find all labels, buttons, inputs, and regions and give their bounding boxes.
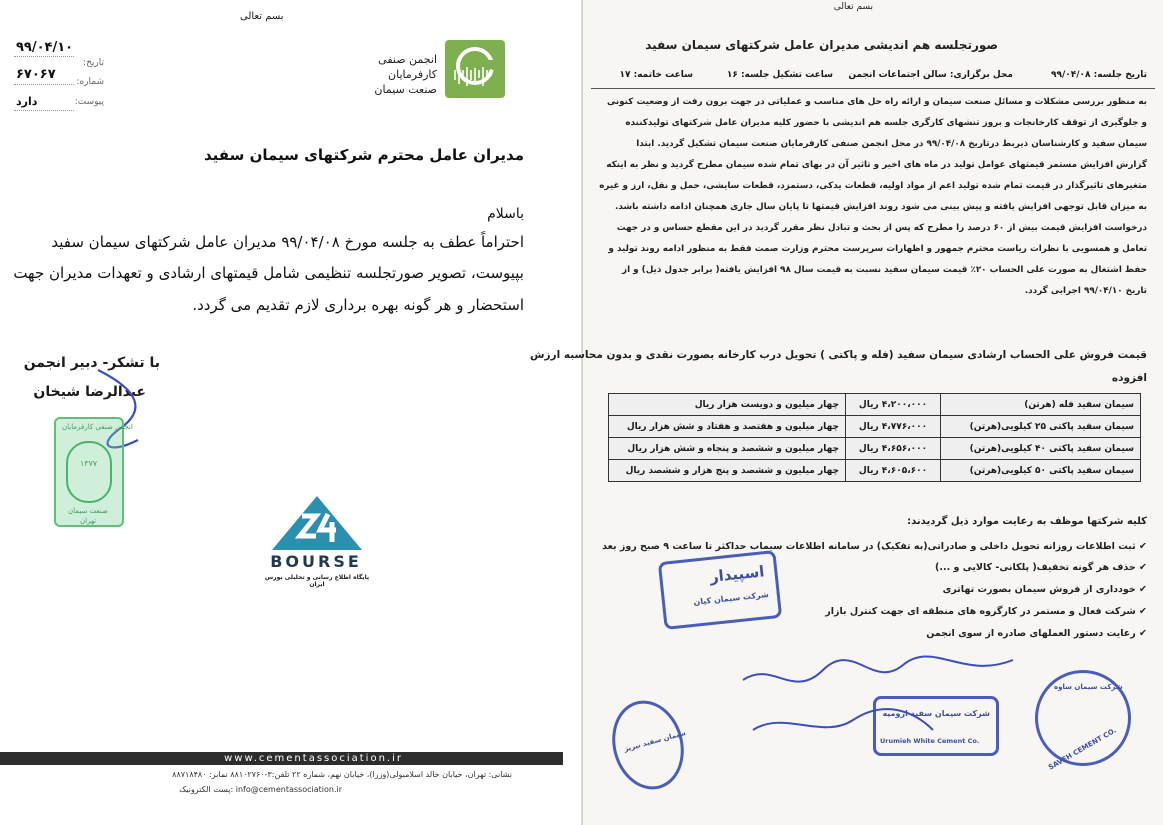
- letter-body-line: احتراماً عطف به جلسه مورخ ۹۹/۰۴/۰۸ مدیران عامل شرکتهای سیمان سفید: [51, 233, 524, 251]
- meeting-end: ساعت خاتمه: ۱۷: [619, 70, 693, 80]
- minutes-body-line: حفظ اشتغال به صورت علی الحساب ۲۰٪ قیمت سیمان سفید نسبت به قیمت سال ۹۸ افزایش یافته( برابر جدول ذیل) و از: [622, 265, 1147, 275]
- obligations-title: کلیه شرکتها موظف به رعایت موارد ذیل گردیدند:: [907, 516, 1147, 527]
- signatory-name: عبدالرضا شیخان: [33, 384, 146, 400]
- obligation-item: ✔ شرکت فعال و مستمر در کارگروه های منطقه ای جهت کنترل بازار: [825, 606, 1147, 617]
- product-name: سیمان سفید پاکتی ۵۰ کیلویی(هرتن): [941, 460, 1141, 482]
- divider: [591, 88, 1155, 89]
- company-seal: سیمان سفید نیریز: [603, 692, 694, 797]
- bullet-check-icon: ✔: [1135, 584, 1147, 595]
- website-url: www.cementassociation.ir: [224, 753, 403, 764]
- date-value: ۹۹/۰۴/۱۰: [16, 40, 74, 55]
- minutes-body-line: تاریخ ۹۹/۰۴/۱۰ اجرایی گردد.: [1024, 286, 1147, 296]
- bullet-check-icon: ✔: [1135, 606, 1147, 617]
- association-name-line: صنعت سیمان: [374, 83, 437, 96]
- minutes-body-line: به منظور بررسی مشکلات و مسائل صنعت سیمان و ارائه راه حل های مناسب و عملیاتی در جهت برون رفت از وضعیت کنونی: [606, 97, 1147, 107]
- minutes-body-line: گزارش افزایش مستمر قیمتهای عوامل تولید در ماه های اخیر و تاثیر آن در بهای تمام شده سیمان مطرح گردید و نظر به اینکه: [606, 160, 1147, 170]
- seal-text: انجمن صنفی کارفرمایان: [62, 423, 133, 431]
- obligation-item: ✔ ثبت اطلاعات روزانه تحویل داخلی و صادراتی(به تفکیک) در سامانه اطلاعات سیماب حداکثر تا ساعت ۹ صبح روز بعد: [602, 541, 1147, 552]
- price-row: [609, 438, 1141, 460]
- price-value: ۴،۷۷۶،۰۰۰ ریال: [846, 416, 941, 438]
- minutes-body-line: درخواست افزایش قیمت بیش از ۶۰ درصد را مطرح که پس از بحث و تبادل نظر مقرر گردید در این مقطع حساس و در جهت: [616, 223, 1147, 233]
- obligation-item: ✔ حذف هر گونه تخفیف( پلکانی- کالایی و ...): [935, 562, 1147, 573]
- divider: [14, 56, 74, 57]
- recipient: مدیران عامل محترم شرکتهای سیمان سفید: [204, 146, 524, 164]
- salutation: باسلام: [487, 206, 524, 222]
- invocation: بسم تعالی: [240, 11, 284, 22]
- price-row: [609, 416, 1141, 438]
- price-value: ۴،۶۵۶،۰۰۰ ریال: [846, 438, 941, 460]
- meeting-location: محل برگزاری: سالن اجتماعات انجمن: [848, 70, 1013, 80]
- price-in-words: چهار میلیون و دویست هزار ریال: [609, 394, 846, 416]
- bullet-check-icon: ✔: [1135, 628, 1147, 639]
- attachment-label: پیوست:: [74, 97, 104, 107]
- product-name: سیمان سفید پاکتی ۲۵ کیلویی(هرتن): [941, 416, 1141, 438]
- meeting-date: تاریخ جلسه: ۹۹/۰۴/۰۸: [1051, 70, 1147, 80]
- seal-year: ۱۳۷۷: [80, 459, 98, 468]
- price-in-words: چهار میلیون و هفتصد و هفتاد و شش هزار ریال: [609, 416, 846, 438]
- urumieh-cement-stamp: شرکت سیمان سفید ارومیه Urumieh White Cement Co.: [873, 696, 999, 756]
- footer-bar: [0, 752, 563, 765]
- association-name-line: انجمن صنفی: [378, 53, 437, 66]
- association-logo: [445, 40, 505, 98]
- espidar-stamp: اسپیدار شرکت سیمان کیان: [658, 550, 782, 630]
- association-seal: [54, 417, 133, 527]
- bourse-brand: BOURSE: [270, 552, 362, 571]
- price-in-words: چهار میلیون و ششصد و پنج هزار و ششصد ریال: [609, 460, 846, 482]
- product-name: سیمان سفید فله (هرتن): [941, 394, 1141, 416]
- association-letter: [0, 0, 572, 825]
- divider: [14, 110, 74, 111]
- minutes-body-line: متغیرهای تاثیرگذار در قیمت تمام شده تولید اعم از مواد اولیه، قطعات یدکی، دستمزد، قطعات سایشی، حمل و نقل، ارز و غیره: [599, 181, 1147, 191]
- price-section-title: افزوده: [1111, 372, 1147, 384]
- price-row: [609, 460, 1141, 482]
- price-in-words: چهار میلیون و ششصد و پنجاه و شش هزار ریال: [609, 438, 846, 460]
- number-label: شماره:: [76, 77, 104, 87]
- signature-closing: با تشکر- دبیر انجمن: [23, 355, 160, 371]
- bullet-check-icon: ✔: [1135, 541, 1147, 552]
- minutes-body-line: و جلوگیری از توقف کارخانجات و بروز تنشهای کارگری جلسه هم اندیشی با حضور کلیه مدیران عامل شرکتهای تولیدکننده: [625, 118, 1147, 128]
- footer-address: نشانی: تهران، خیابان خالد اسلامبولی(وزرا)، خیابان نهم، شماره ۲۲ تلفن:۳-۸۸۱۰۲۷۶۰ نمابر: ۸۸۷۱۸۴۸۰: [172, 770, 512, 779]
- price-section-title: قیمت فروش علی الحساب ارشادی سیمان سفید (فله و پاکتی ) تحویل درب کارخانه بصورت نقدی و بدون محاسبه ارزش: [530, 349, 1147, 361]
- price-row: [609, 394, 1141, 416]
- attachment-value: دارد: [16, 95, 38, 108]
- seal-text: صنعت سیمان: [68, 507, 108, 515]
- minutes-body-line: سیمان سفید و کارشناسان ذیربط درتاریخ ۹۹/۰۴/۰۸ در محل انجمن صنفی کارفرمایان صنعت سیمان تشکیل گردید. ابتدا: [636, 139, 1147, 149]
- seal-text: تهران: [80, 517, 97, 525]
- minutes-body-line: تعامل و همسویی با نظرات ریاست محترم جمهور و اظهارات سرپرست محترم وزارت صمت فقط به منظور ادامه روند تولید و: [608, 244, 1147, 254]
- minutes-body-line: به میزان قابل توجهی افزایش یافته و پیش بینی می شود روند افزایش قیمتها تا پایان سال جاری همچنان ادامه داشته باشد.: [615, 202, 1147, 212]
- association-name-line: کارفرمایان: [388, 68, 437, 81]
- product-name: سیمان سفید پاکتی ۴۰ کیلویی(هرتن): [941, 438, 1141, 460]
- footer-email: info@cementassociation.ir :پست الکترونیک: [179, 785, 342, 794]
- letter-body-line: استحضار و هر گونه بهره برداری لازم تقدیم می گردد.: [192, 296, 524, 314]
- obligation-item: ✔ خودداری از فروش سیمان بصورت تهاتری: [942, 584, 1147, 595]
- number-value: ۶۷۰۶۷: [16, 67, 56, 82]
- bullet-check-icon: ✔: [1135, 562, 1147, 573]
- number-field: [14, 67, 134, 85]
- price-table: [608, 393, 1141, 482]
- letter-body-line: بپیوست، تصویر صورتجلسه تنظیمی شامل قیمتهای ارشادی و تعهدات مدیران جهت: [13, 264, 524, 282]
- date-label: تاریخ:: [83, 58, 104, 68]
- minutes-title: صورتجلسه هم اندیشی مدیران عامل شرکتهای سیمان سفید: [645, 38, 998, 52]
- bourse-tagline: پایگاه اطلاع رسانی و تحلیلی بورس ایران: [264, 574, 370, 588]
- saveh-cement-stamp: SAVEH CEMENT CO. شرکت سیمان ساوه: [1035, 670, 1131, 766]
- signatures-scribble: [733, 650, 1033, 750]
- meeting-start: ساعت تشکیل جلسه: ۱۶: [726, 70, 833, 80]
- price-value: ۴،۲۰۰،۰۰۰ ریال: [846, 394, 941, 416]
- invocation: بسم تعالی: [833, 2, 873, 12]
- obligation-item: ✔ رعایت دستور العملهای صادره از سوی انجمن: [926, 628, 1147, 639]
- divider: [14, 84, 74, 85]
- price-value: ۴،۶۰۵،۶۰۰ ریال: [846, 460, 941, 482]
